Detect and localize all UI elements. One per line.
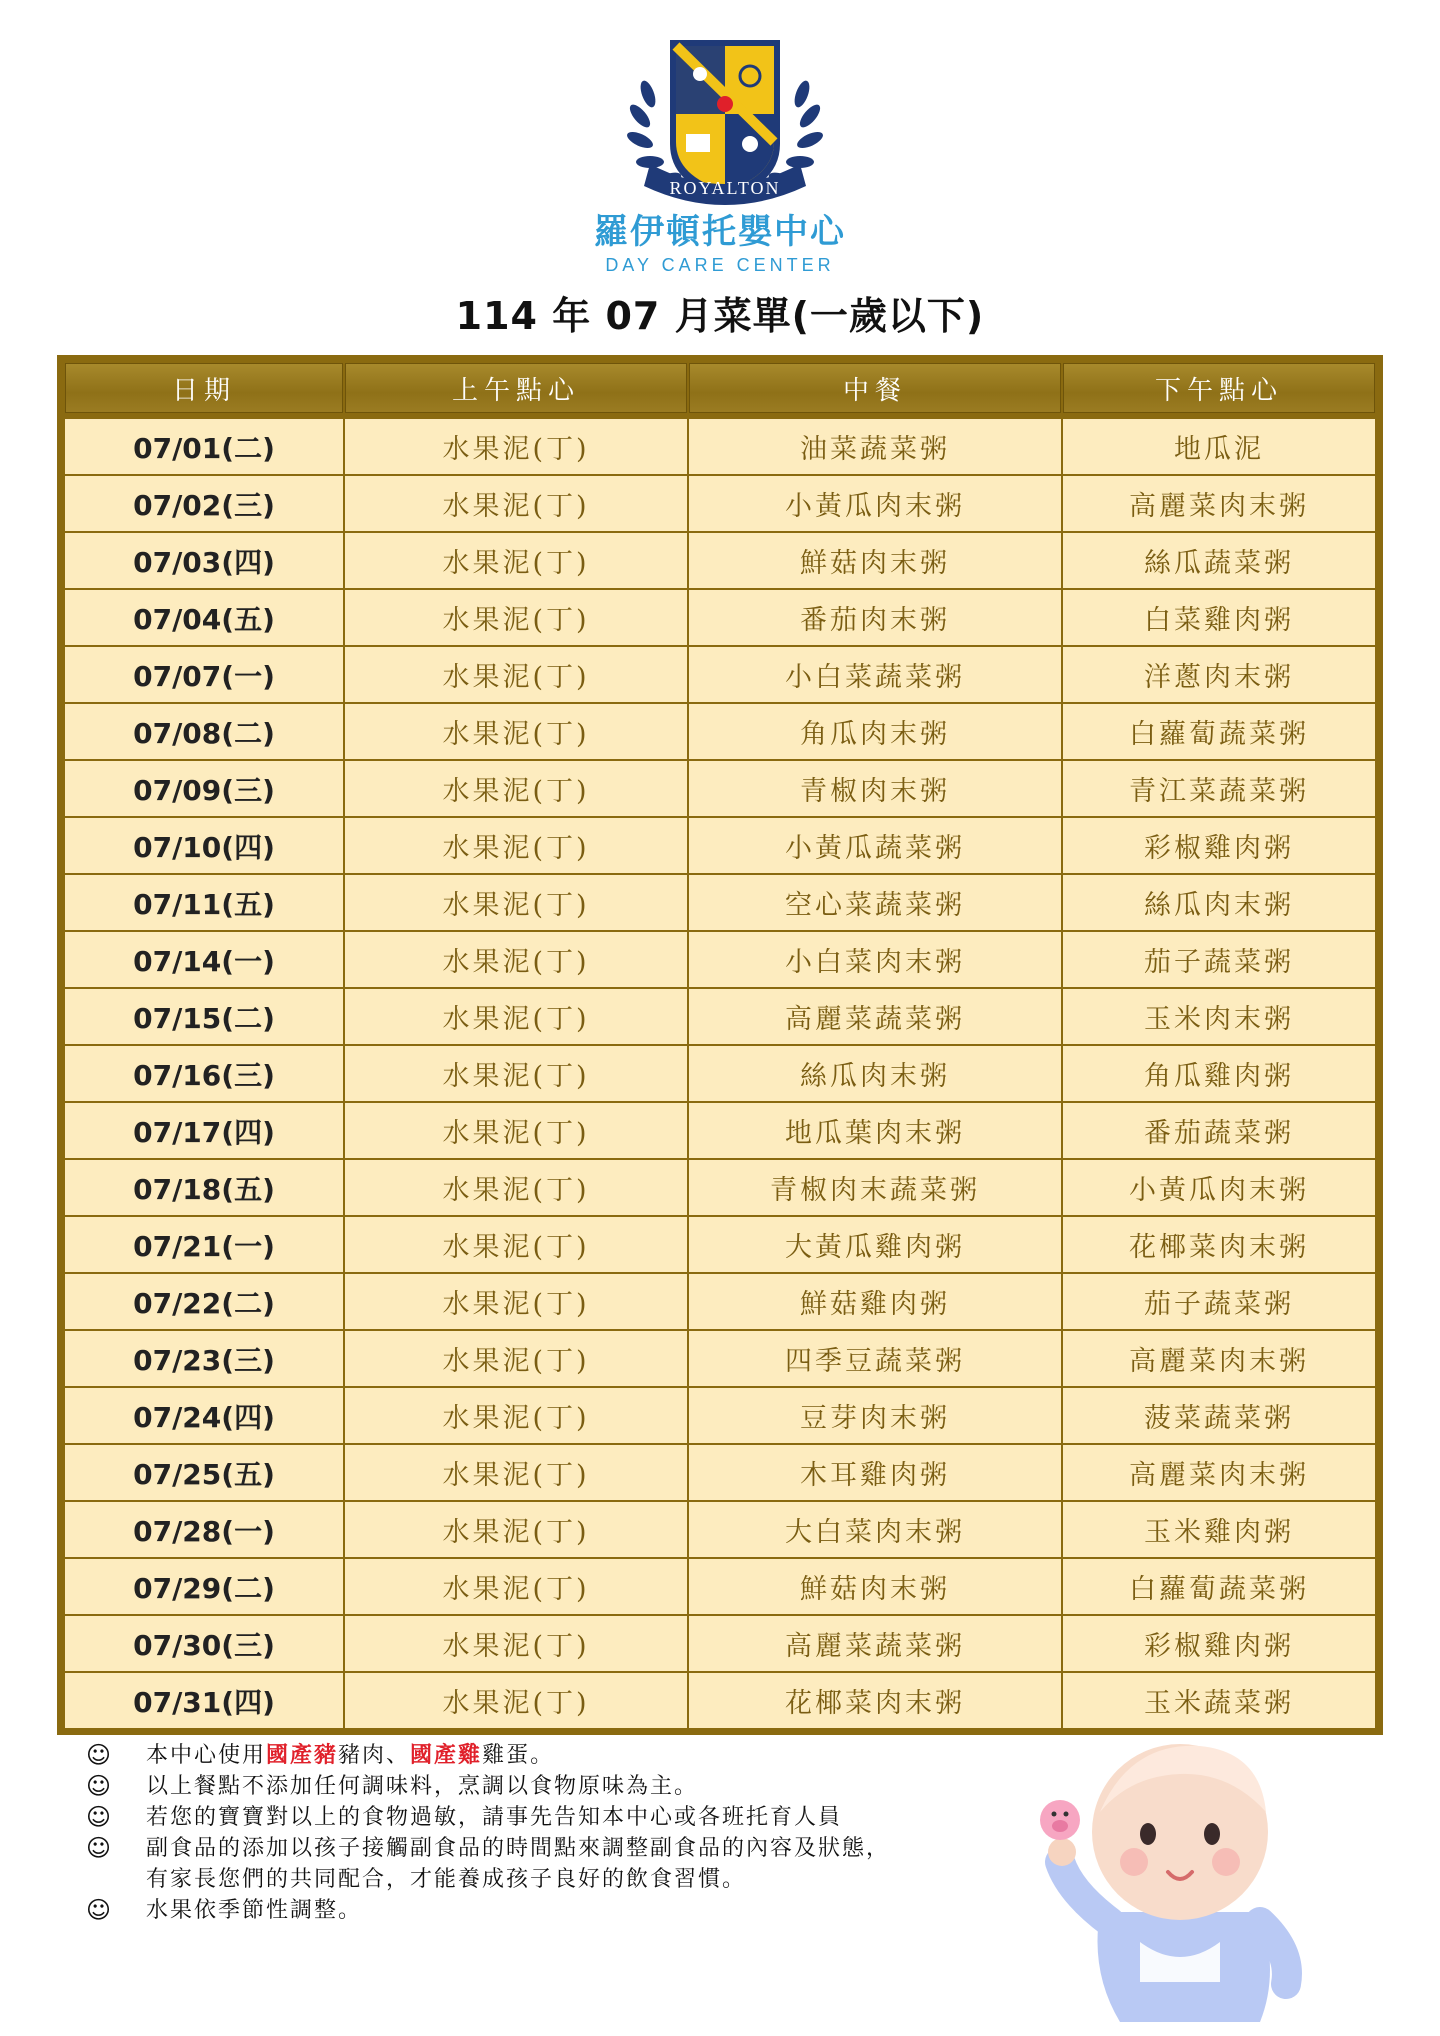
crest-ribbon-text: ROYALTON [669, 178, 781, 198]
morning-snack-cell: 水果泥(丁) [345, 476, 687, 531]
date-cell: 07/02(三) [65, 476, 343, 531]
smiley-icon: ☺ [86, 1741, 112, 1769]
lunch-cell: 油菜蔬菜粥 [689, 419, 1061, 474]
smiley-icon: ☺ [86, 1834, 112, 1862]
date-cell: 07/28(一) [65, 1502, 343, 1557]
smiley-icon: ☺ [86, 1896, 112, 1924]
note-item [86, 1833, 1046, 1895]
notes-list [86, 1740, 1046, 1926]
table-row [65, 1502, 1375, 1557]
afternoon-snack-cell: 高麗菜肉末粥 [1063, 1445, 1375, 1500]
date-cell: 07/08(二) [65, 704, 343, 759]
date-cell: 07/09(三) [65, 761, 343, 816]
morning-snack-cell: 水果泥(丁) [345, 647, 687, 702]
table-row [65, 1445, 1375, 1500]
afternoon-snack-cell: 高麗菜肉末粥 [1063, 1331, 1375, 1386]
afternoon-snack-cell: 白蘿蔔蔬菜粥 [1063, 704, 1375, 759]
afternoon-snack-cell: 彩椒雞肉粥 [1063, 1616, 1375, 1671]
table-row [65, 533, 1375, 588]
lunch-cell: 豆芽肉末粥 [689, 1388, 1061, 1443]
morning-snack-cell: 水果泥(丁) [345, 1160, 687, 1215]
morning-snack-cell: 水果泥(丁) [345, 590, 687, 645]
date-cell: 07/21(一) [65, 1217, 343, 1272]
afternoon-snack-cell: 玉米蔬菜粥 [1063, 1673, 1375, 1728]
date-cell: 07/10(四) [65, 818, 343, 873]
header-lunch: 中餐 [689, 363, 1061, 413]
morning-snack-cell: 水果泥(丁) [345, 989, 687, 1044]
lunch-cell: 小白菜蔬菜粥 [689, 647, 1061, 702]
date-cell: 07/14(一) [65, 932, 343, 987]
date-cell: 07/23(三) [65, 1331, 343, 1386]
date-cell: 07/17(四) [65, 1103, 343, 1158]
morning-snack-cell: 水果泥(丁) [345, 1331, 687, 1386]
afternoon-snack-cell: 玉米雞肉粥 [1063, 1502, 1375, 1557]
morning-snack-cell: 水果泥(丁) [345, 932, 687, 987]
lunch-cell: 青椒肉末粥 [689, 761, 1061, 816]
brand-subtitle: DAY CARE CENTER [605, 255, 835, 275]
note-highlight: 國產豬 [266, 1742, 339, 1768]
afternoon-snack-cell: 地瓜泥 [1063, 419, 1375, 474]
morning-snack-cell: 水果泥(丁) [345, 419, 687, 474]
lunch-cell: 木耳雞肉粥 [689, 1445, 1061, 1500]
date-cell: 07/15(二) [65, 989, 343, 1044]
smiley-icon: ☺ [86, 1772, 112, 1800]
note-text-line: 副食品的添加以孩子接觸副食品的時間點來調整副食品的內容及狀態， [146, 1836, 891, 1861]
afternoon-snack-cell: 洋蔥肉末粥 [1063, 647, 1375, 702]
lunch-cell: 絲瓜肉末粥 [689, 1046, 1061, 1101]
lunch-cell: 小黃瓜肉末粥 [689, 476, 1061, 531]
note-text [146, 1740, 1046, 1771]
table-row [65, 1388, 1375, 1443]
note-item [86, 1740, 1046, 1771]
lunch-cell: 大黃瓜雞肉粥 [689, 1217, 1061, 1272]
afternoon-snack-cell: 玉米肉末粥 [1063, 989, 1375, 1044]
table-row [65, 989, 1375, 1044]
header-afternoon-snack: 下午點心 [1063, 363, 1375, 413]
table-header [65, 363, 1375, 413]
table-row [65, 476, 1375, 531]
lunch-cell: 鮮菇肉末粥 [689, 533, 1061, 588]
table-row [65, 761, 1375, 816]
date-cell: 07/11(五) [65, 875, 343, 930]
morning-snack-cell: 水果泥(丁) [345, 1388, 687, 1443]
header-date: 日期 [65, 363, 343, 413]
afternoon-snack-cell: 白菜雞肉粥 [1063, 590, 1375, 645]
table-row [65, 1673, 1375, 1728]
royalton-crest-logo [610, 34, 840, 220]
table-row [65, 1616, 1375, 1671]
date-cell: 07/30(三) [65, 1616, 343, 1671]
lunch-cell: 鮮菇雞肉粥 [689, 1274, 1061, 1329]
morning-snack-cell: 水果泥(丁) [345, 1673, 687, 1728]
note-text-part: 豬肉、 [338, 1743, 411, 1768]
morning-snack-cell: 水果泥(丁) [345, 1046, 687, 1101]
date-cell: 07/01(二) [65, 419, 343, 474]
afternoon-snack-cell: 茄子蔬菜粥 [1063, 1274, 1375, 1329]
lunch-cell: 小黃瓜蔬菜粥 [689, 818, 1061, 873]
lunch-cell: 高麗菜蔬菜粥 [689, 989, 1061, 1044]
lunch-cell: 青椒肉末蔬菜粥 [689, 1160, 1061, 1215]
afternoon-snack-cell: 茄子蔬菜粥 [1063, 932, 1375, 987]
morning-snack-cell: 水果泥(丁) [345, 1616, 687, 1671]
lunch-cell: 大白菜肉末粥 [689, 1502, 1061, 1557]
lunch-cell: 小白菜肉末粥 [689, 932, 1061, 987]
afternoon-snack-cell: 彩椒雞肉粥 [1063, 818, 1375, 873]
lunch-cell: 高麗菜蔬菜粥 [689, 1616, 1061, 1671]
morning-snack-cell: 水果泥(丁) [345, 875, 687, 930]
table-row [65, 1160, 1375, 1215]
brand-name: 羅伊頓托嬰中心 [594, 212, 846, 252]
morning-snack-cell: 水果泥(丁) [345, 1274, 687, 1329]
note-item [86, 1895, 1046, 1926]
afternoon-snack-cell: 小黃瓜肉末粥 [1063, 1160, 1375, 1215]
morning-snack-cell: 水果泥(丁) [345, 533, 687, 588]
morning-snack-cell: 水果泥(丁) [345, 1217, 687, 1272]
table-row [65, 1217, 1375, 1272]
afternoon-snack-cell: 菠菜蔬菜粥 [1063, 1388, 1375, 1443]
table-row [65, 1559, 1375, 1614]
lunch-cell: 花椰菜肉末粥 [689, 1673, 1061, 1728]
afternoon-snack-cell: 青江菜蔬菜粥 [1063, 761, 1375, 816]
morning-snack-cell: 水果泥(丁) [345, 1502, 687, 1557]
table-row [65, 647, 1375, 702]
note-text: 若您的寶寶對以上的食物過敏，請事先告知本中心或各班托育人員 [146, 1805, 843, 1830]
table-row [65, 1331, 1375, 1386]
date-cell: 07/07(一) [65, 647, 343, 702]
morning-snack-cell: 水果泥(丁) [345, 704, 687, 759]
lunch-cell: 角瓜肉末粥 [689, 704, 1061, 759]
table-row [65, 590, 1375, 645]
date-cell: 07/31(四) [65, 1673, 343, 1728]
smiley-icon: ☺ [86, 1803, 112, 1831]
lunch-cell: 空心菜蔬菜粥 [689, 875, 1061, 930]
note-text-line: 有家長您們的共同配合，才能養成孩子良好的飲食習慣。 [146, 1867, 747, 1892]
afternoon-snack-cell: 角瓜雞肉粥 [1063, 1046, 1375, 1101]
note-text [146, 1833, 1046, 1895]
morning-snack-cell: 水果泥(丁) [345, 1445, 687, 1500]
table-row [65, 419, 1375, 474]
table-row [65, 818, 1375, 873]
table-body [65, 419, 1375, 1730]
table-row [65, 1103, 1375, 1158]
note-item [86, 1771, 1046, 1802]
afternoon-snack-cell: 絲瓜蔬菜粥 [1063, 533, 1375, 588]
afternoon-snack-cell: 絲瓜肉末粥 [1063, 875, 1375, 930]
note-text: 水果依季節性調整。 [146, 1898, 363, 1923]
lunch-cell: 四季豆蔬菜粥 [689, 1331, 1061, 1386]
baby-illustration [1030, 1722, 1320, 2022]
table-row [65, 1046, 1375, 1101]
header-morning-snack: 上午點心 [345, 363, 687, 413]
afternoon-snack-cell: 番茄蔬菜粥 [1063, 1103, 1375, 1158]
morning-snack-cell: 水果泥(丁) [345, 761, 687, 816]
lunch-cell: 地瓜葉肉末粥 [689, 1103, 1061, 1158]
table-row [65, 932, 1375, 987]
morning-snack-cell: 水果泥(丁) [345, 1103, 687, 1158]
afternoon-snack-cell: 白蘿蔔蔬菜粥 [1063, 1559, 1375, 1614]
date-cell: 07/24(四) [65, 1388, 343, 1443]
afternoon-snack-cell: 花椰菜肉末粥 [1063, 1217, 1375, 1272]
menu-table [57, 355, 1383, 1735]
date-cell: 07/16(三) [65, 1046, 343, 1101]
note-text-part: 本中心使用 [146, 1743, 267, 1768]
date-cell: 07/03(四) [65, 533, 343, 588]
afternoon-snack-cell: 高麗菜肉末粥 [1063, 476, 1375, 531]
note-item [86, 1802, 1046, 1833]
date-cell: 07/04(五) [65, 590, 343, 645]
date-cell: 07/25(五) [65, 1445, 343, 1500]
note-text: 以上餐點不添加任何調味料，烹調以食物原味為主。 [146, 1774, 699, 1799]
date-cell: 07/18(五) [65, 1160, 343, 1215]
date-cell: 07/29(二) [65, 1559, 343, 1614]
date-cell: 07/22(二) [65, 1274, 343, 1329]
lunch-cell: 鮮菇肉末粥 [689, 1559, 1061, 1614]
page-title: 114 年 07 月菜單(一歲以下) [455, 294, 985, 338]
table-row [65, 875, 1375, 930]
note-highlight: 國產雞 [410, 1742, 483, 1768]
lunch-cell: 番茄肉末粥 [689, 590, 1061, 645]
morning-snack-cell: 水果泥(丁) [345, 818, 687, 873]
morning-snack-cell: 水果泥(丁) [345, 1559, 687, 1614]
table-row [65, 1274, 1375, 1329]
table-row [65, 704, 1375, 759]
note-text-part: 雞蛋。 [482, 1743, 555, 1768]
